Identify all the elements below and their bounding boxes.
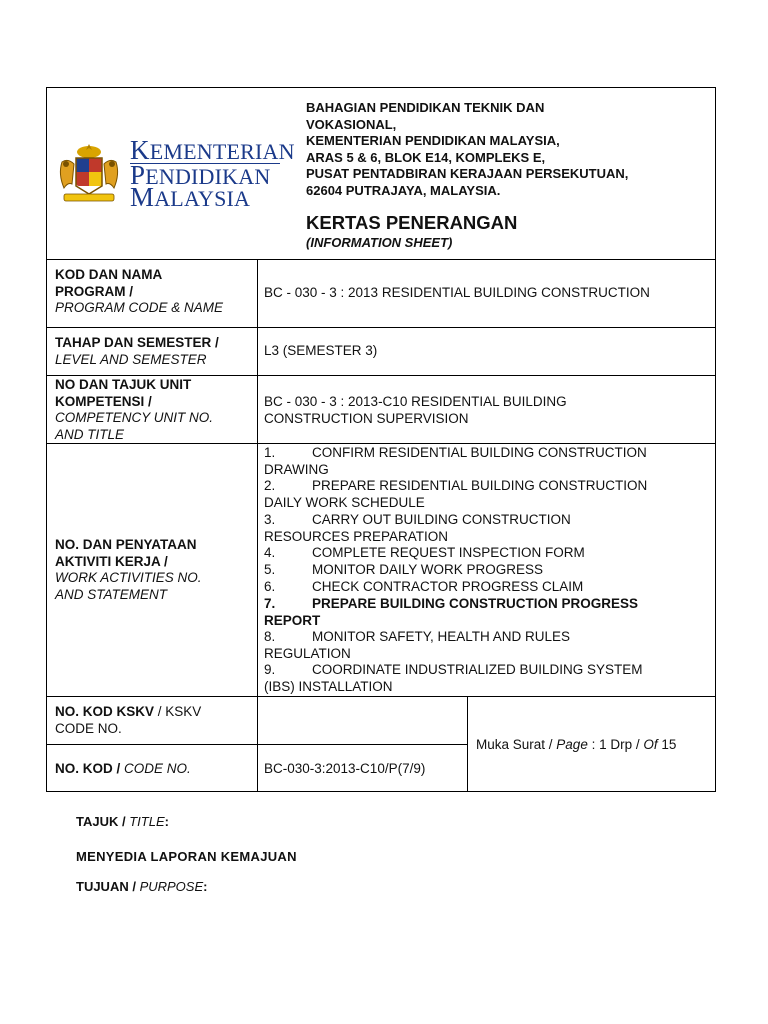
purpose-label bbox=[76, 879, 207, 894]
activity-number: 6. bbox=[264, 579, 276, 594]
activity-item bbox=[264, 662, 709, 695]
unit-label bbox=[55, 377, 253, 443]
activity-text: CARRY OUT BUILDING CONSTRUCTION bbox=[312, 512, 571, 527]
activity-text: DRAWING bbox=[264, 461, 329, 477]
column-divider bbox=[257, 259, 258, 792]
label-text-en: PURPOSE bbox=[135, 879, 204, 894]
label-text-en: AND STATEMENT bbox=[55, 586, 168, 602]
logo-text: ALAYSIA bbox=[154, 186, 251, 211]
sheet-subtitle: (INFORMATION SHEET) bbox=[306, 235, 453, 250]
label-text: TAJUK / bbox=[76, 814, 126, 829]
activity-text: RESOURCES PREPARATION bbox=[264, 528, 449, 544]
logo-initial: K bbox=[130, 135, 150, 165]
activity-number: 8. bbox=[264, 629, 276, 644]
value-text: CONSTRUCTION SUPERVISION bbox=[264, 410, 469, 426]
activity-number: 4. bbox=[264, 545, 276, 560]
activity-text: PREPARE BUILDING CONSTRUCTION PROGRESS bbox=[312, 596, 639, 611]
title-value: MENYEDIA LAPORAN KEMAJUAN bbox=[76, 849, 297, 864]
activity-item bbox=[264, 579, 709, 596]
activity-item bbox=[264, 478, 709, 511]
page-text: : 1 Drp / bbox=[587, 737, 644, 752]
activity-item bbox=[264, 545, 709, 562]
label-text-en: TITLE bbox=[125, 814, 165, 829]
code-label bbox=[55, 761, 253, 778]
activity-text: CHECK CONTRACTOR PROGRESS CLAIM bbox=[312, 579, 584, 594]
address-line: 62604 PUTRAJAYA, MALAYSIA. bbox=[306, 182, 501, 198]
label-text-en: PROGRAM CODE & NAME bbox=[55, 300, 224, 315]
label-text: NO. KOD KSKV bbox=[55, 704, 155, 719]
activity-item bbox=[264, 629, 709, 662]
label-text: TUJUAN / bbox=[76, 879, 136, 894]
address-line: VOKASIONAL, bbox=[306, 116, 397, 132]
logo-text: EMENTERIAN bbox=[149, 139, 295, 164]
label-text-en: AND TITLE bbox=[55, 426, 125, 442]
level-value: L3 (SEMESTER 3) bbox=[264, 343, 378, 358]
value-text: BC - 030 - 3 : 2013-C10 RESIDENTIAL BUILDING bbox=[264, 394, 567, 409]
label-text: KOD DAN NAMA bbox=[55, 267, 163, 282]
activity-text: COMPLETE REQUEST INSPECTION FORM bbox=[312, 545, 585, 560]
ministry-wordmark bbox=[130, 135, 295, 212]
activities-label bbox=[55, 537, 253, 603]
address-line: KEMENTERIAN PENDIDIKAN MALAYSIA, bbox=[306, 133, 560, 148]
row-divider bbox=[46, 696, 716, 697]
activity-text: MONITOR DAILY WORK PROGRESS bbox=[312, 562, 544, 577]
activity-item bbox=[264, 562, 709, 579]
page-number bbox=[476, 737, 712, 754]
activity-text: CONFIRM RESIDENTIAL BUILDING CONSTRUCTION bbox=[312, 445, 647, 460]
label-text: TAHAP DAN SEMESTER / bbox=[55, 335, 219, 350]
logo-text: ENDIDIKAN bbox=[145, 164, 271, 189]
activity-item bbox=[264, 445, 709, 478]
row-divider bbox=[46, 327, 716, 328]
activity-number: 2. bbox=[264, 478, 276, 493]
activity-number: 1. bbox=[264, 445, 276, 460]
activity-number: 9. bbox=[264, 662, 276, 677]
label-text-en: CODE NO. bbox=[55, 720, 122, 736]
label-text-en: CODE NO. bbox=[120, 761, 191, 776]
page-total: 15 bbox=[657, 737, 677, 752]
address-line: BAHAGIAN PENDIDIKAN TEKNIK DAN bbox=[306, 100, 545, 115]
label-text: NO DAN TAJUK UNIT bbox=[55, 377, 192, 392]
activity-text: COORDINATE INDUSTRIALIZED BUILDING SYSTEM bbox=[312, 662, 643, 677]
column-divider bbox=[467, 696, 468, 792]
page-text-en: Page bbox=[556, 737, 588, 752]
activity-item bbox=[264, 512, 709, 545]
sheet-title: KERTAS PENERANGAN bbox=[306, 212, 518, 233]
kskv-label bbox=[55, 704, 253, 737]
label-colon: : bbox=[164, 814, 169, 829]
activity-text: DAILY WORK SCHEDULE bbox=[264, 494, 425, 510]
coat-of-arms-icon bbox=[54, 142, 124, 204]
row-divider bbox=[46, 259, 716, 260]
label-text: AKTIVITI KERJA / bbox=[55, 553, 168, 569]
ministry-logo bbox=[54, 135, 295, 212]
label-text: NO. KOD / bbox=[55, 761, 121, 776]
activity-text: REPORT bbox=[264, 612, 321, 628]
label-text: PROGRAM / bbox=[55, 283, 134, 299]
activity-text: REGULATION bbox=[264, 645, 351, 661]
row-divider bbox=[46, 443, 716, 444]
program-value: BC - 030 - 3 : 2013 RESIDENTIAL BUILDING CONSTRUCTION bbox=[264, 285, 650, 300]
page-text-en: Of bbox=[643, 737, 658, 752]
label-text-en: WORK ACTIVITIES NO. bbox=[55, 570, 202, 585]
page-text: Muka Surat / bbox=[476, 737, 557, 752]
logo-initial: M bbox=[130, 182, 155, 212]
label-text-en: LEVEL AND SEMESTER bbox=[55, 351, 207, 367]
code-value: BC-030-3:2013-C10/P(7/9) bbox=[264, 761, 426, 776]
label-text: KOMPETENSI / bbox=[55, 393, 152, 409]
activity-text: MONITOR SAFETY, HEALTH AND RULES bbox=[312, 629, 571, 644]
label-text-en: / KSKV bbox=[154, 704, 202, 719]
program-label bbox=[55, 267, 253, 317]
label-text: NO. DAN PENYATAAN bbox=[55, 537, 197, 552]
ministry-address bbox=[306, 100, 628, 199]
activity-item-current bbox=[264, 596, 709, 629]
unit-value bbox=[264, 394, 704, 427]
activity-number: 7. bbox=[264, 596, 276, 611]
logo-initial: P bbox=[130, 160, 146, 190]
label-colon: : bbox=[203, 879, 208, 894]
row-divider bbox=[46, 375, 716, 376]
activity-text: (IBS) INSTALLATION bbox=[264, 678, 393, 694]
title-label bbox=[76, 814, 169, 829]
address-line: ARAS 5 & 6, BLOK E14, KOMPLEKS E, bbox=[306, 149, 546, 165]
address-line: PUSAT PENTADBIRAN KERAJAAN PERSEKUTUAN, bbox=[306, 166, 629, 181]
activity-number: 5. bbox=[264, 562, 276, 577]
activity-number: 3. bbox=[264, 512, 276, 527]
label-text-en: COMPETENCY UNIT NO. bbox=[55, 410, 214, 425]
level-label bbox=[55, 335, 253, 368]
activity-text: PREPARE RESIDENTIAL BUILDING CONSTRUCTION bbox=[312, 478, 648, 493]
